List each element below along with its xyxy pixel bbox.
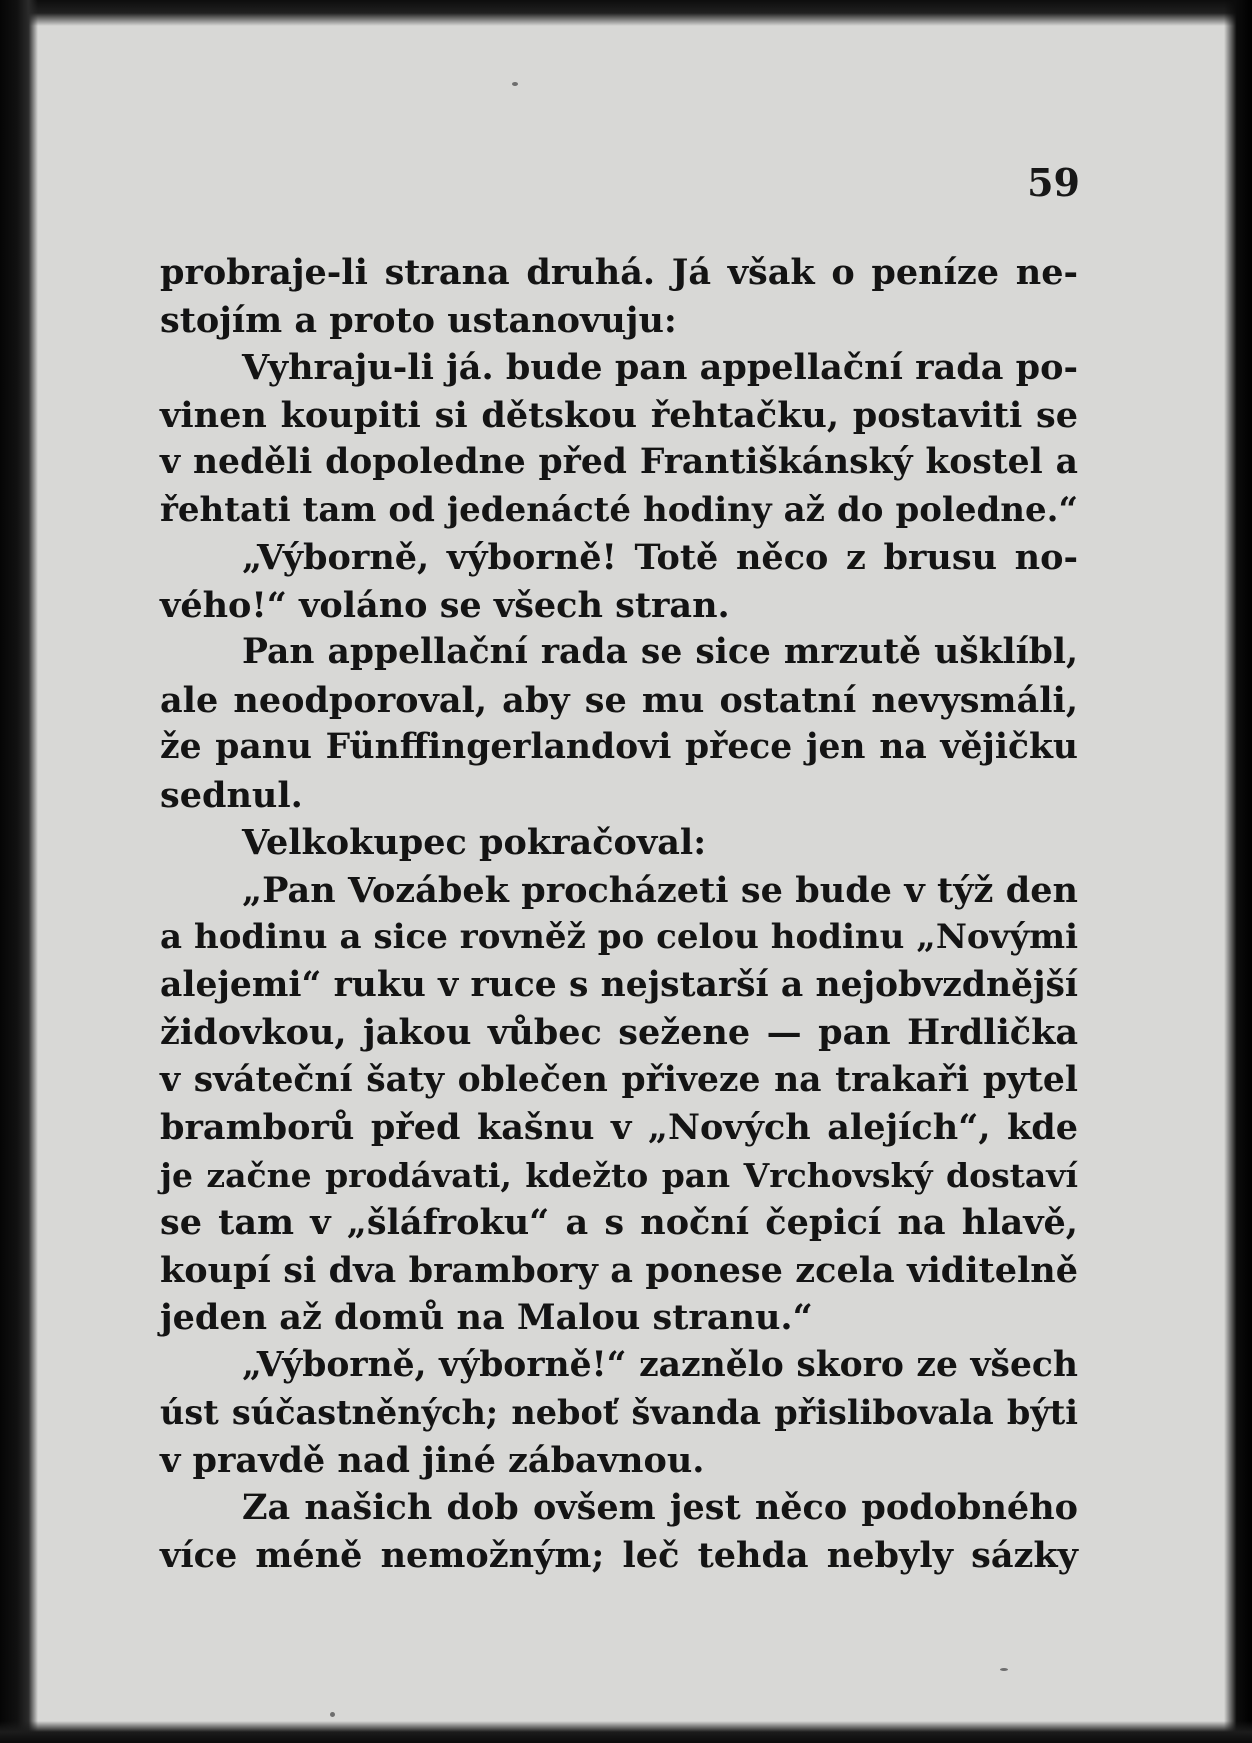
text-line: že panu Fünffingerlandovi přece jen na vějičku [160,727,1078,767]
text-line: „Výborně, výborně!“ zaznělo skoro ze všech [242,1344,1078,1385]
text-line: Velkokupec pokračoval: [242,822,707,863]
text-line: řehtati tam od jedenácté hodiny až do poledne.“ [160,489,1078,530]
text-line: ale neodporoval, aby se mu ostatní nevysmáli, [160,679,1078,721]
text-line: více méně nemožným; leč tehda nebyly sázky [160,1534,1078,1576]
text-line: sednul. [160,774,303,816]
text-line: „Výborně, výborně! Totě něco z brusu no- [242,537,1078,578]
text-line: alejemi“ ruku v ruce s nejstarší a nejobvzdnější [160,964,1078,1005]
text-line: koupí si dva brambory a ponese zcela viditelně [160,1249,1078,1291]
text-line: úst súčastněných; neboť švanda přislibovala býti [160,1393,1078,1432]
text-line: bramborů před kašnu v „Nových alejích“, kde [160,1107,1078,1148]
text-line: jeden až domů na Malou stranu.“ [160,1297,813,1338]
text-line: Za našich dob ovšem jest něco podobného [242,1487,1078,1528]
text-line: „Pan Vozábek procházeti se bude v týž den [242,869,1078,911]
scan-edge-bottom [0,1721,1252,1743]
text-line: a hodinu a sice rovněž po celou hodinu „Novými [160,917,1078,957]
text-line: se tam v „šláfroku“ a s noční čepicí na hlavě, [160,1202,1078,1243]
text-line: probraje-li strana druhá. Já však o peníze ne- [160,252,1078,293]
text-line: v neděli dopoledne před Františkánský kostel a [160,442,1078,482]
text-line: vinen koupiti si dětskou řehtačku, postaviti se [160,394,1078,436]
text-line: stojím a proto ustanovuju: [160,299,677,341]
scan-edge-top [0,0,1252,26]
text-line: Vyhraju-li já. bude pan appellační rada po- [242,347,1078,388]
paper-speck [330,1712,335,1717]
scan-edge-left [0,0,38,1743]
page-number: 59 [1027,160,1080,205]
text-line: vého!“ voláno se všech stran. [160,584,730,626]
scan-edge-right [1224,0,1252,1743]
paper-speck [512,82,518,86]
paper-speck [1000,1668,1008,1671]
text-line: Pan appellační rada se sice mrzutě ušklíbl, [242,632,1078,672]
body-text [160,249,1078,1579]
text-line: v sváteční šaty oblečen přiveze na trakaři pytel [160,1059,1078,1100]
text-line: je začne prodávati, kdežto pan Vrchovský dostaví [160,1155,1078,1195]
text-line: v pravdě nad jiné zábavnou. [160,1439,705,1481]
text-line: židovkou, jakou vůbec sežene — pan Hrdlička [160,1012,1078,1053]
